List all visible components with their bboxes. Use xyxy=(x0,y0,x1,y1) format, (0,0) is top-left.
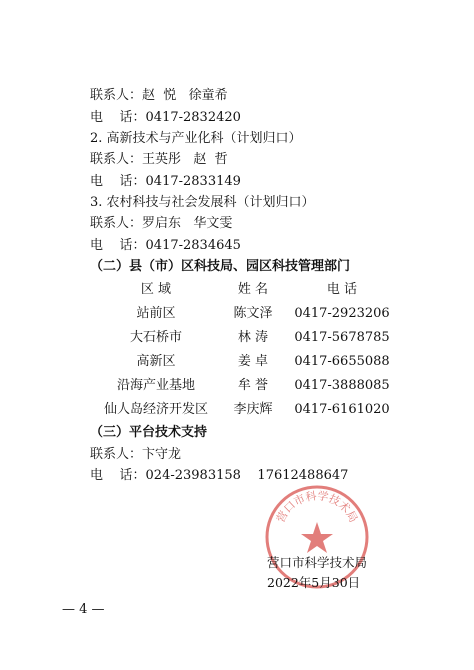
cell-name: 陈文泽 xyxy=(233,306,273,321)
contacts-line: 联系人：赵 悦 徐童希 xyxy=(90,88,228,103)
cell-region: 大石桥市 xyxy=(129,330,182,345)
cell-region: 高新区 xyxy=(136,354,176,369)
table-row xyxy=(90,330,390,346)
phone-line: 电 话：024-23983158 17612488647 xyxy=(90,468,349,483)
table-header-row xyxy=(90,282,390,298)
svg-text:营口市科学技术局 xyxy=(273,488,360,524)
signature-date: 2022年5月30日 xyxy=(267,575,361,590)
cell-name: 姜 卓 xyxy=(237,354,269,369)
cell-name: 李庆辉 xyxy=(233,402,273,417)
cell-phone: 0417-2923206 xyxy=(294,306,390,321)
signature-organization: 营口市科学技术局 xyxy=(267,555,368,570)
table-row xyxy=(90,354,390,370)
cell-name: 牟 誉 xyxy=(237,378,269,393)
section-title: 3. 农村科技与社会发展科（计划归口） xyxy=(90,195,315,210)
table-row xyxy=(90,402,390,418)
contacts-line: 联系人：卞守龙 xyxy=(90,447,182,462)
cell-phone: 0417-6655088 xyxy=(294,354,390,369)
phone-line: 电 话：0417-2833149 xyxy=(90,174,241,189)
seal-text: 营口市科学技术局 xyxy=(273,489,361,525)
phone-line: 电 话：0417-2834645 xyxy=(90,238,241,253)
section-title: 2. 高新技术与产业化科（计划归口） xyxy=(90,131,302,146)
phone-line: 电 话：0417-2832420 xyxy=(90,110,241,125)
table-row xyxy=(90,378,390,394)
contacts-line: 联系人：罗启东 华文雯 xyxy=(90,216,233,231)
cell-phone: 0417-5678785 xyxy=(294,330,390,345)
county-section-title: （二）县（市）区科技局、园区科技管理部门 xyxy=(90,259,351,274)
cell-phone: 0417-6161020 xyxy=(294,402,390,417)
cell-region: 沿海产业基地 xyxy=(116,378,195,393)
platform-section-title: （三）平台技术支持 xyxy=(90,425,208,440)
header-name: 姓 名 xyxy=(237,282,269,297)
cell-region: 仙人岛经济开发区 xyxy=(103,402,208,417)
table-row xyxy=(90,306,390,322)
cell-name: 林 涛 xyxy=(237,330,269,345)
page-number: — 4 — xyxy=(62,602,105,617)
cell-phone: 0417-3888085 xyxy=(294,378,390,393)
header-phone: 电 话 xyxy=(326,282,358,297)
contacts-line: 联系人：王英彤 赵 哲 xyxy=(90,152,228,167)
cell-region: 站前区 xyxy=(136,306,176,321)
header-region: 区 域 xyxy=(140,282,172,297)
